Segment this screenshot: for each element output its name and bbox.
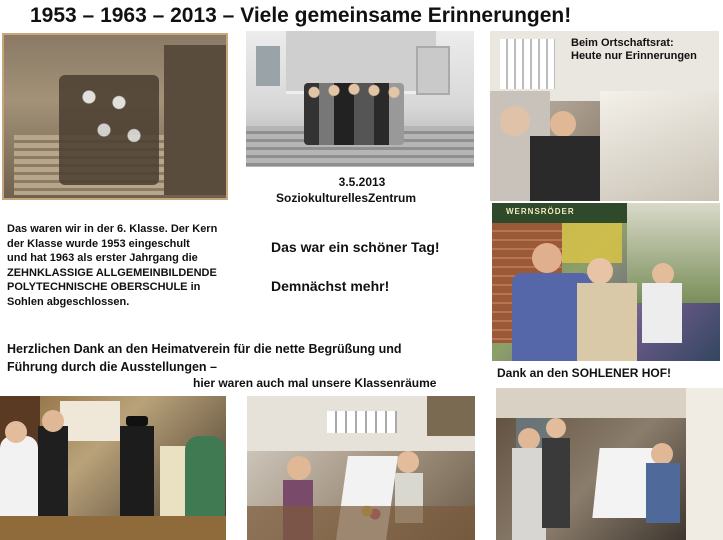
class-photo-1959 <box>2 33 228 200</box>
classroom-exhibition-photo <box>247 396 475 540</box>
group-photo-building <box>246 31 474 167</box>
sohlener-hof-photo <box>492 203 720 361</box>
thanks-line-3: hier waren auch mal unsere Klassenräume <box>193 376 437 390</box>
venue-caption: SoziokulturellesZentrum <box>276 191 417 205</box>
thanks-line-1: Herzlichen Dank an den Heimatverein für die nette Begrüßung und <box>7 342 402 356</box>
hotel-caption: Dank an den SOHLENER HOF! <box>497 366 672 380</box>
date-caption: 3.5.2013 <box>338 175 386 189</box>
restaurant-interior-photo <box>496 388 723 540</box>
ortschaftsrat-caption: Beim Ortschaftsrat: Heute nur Erinnerungen <box>571 37 697 62</box>
page-title: 1953 – 1963 – 2013 – Viele gemeinsame Erinnerungen! <box>30 4 572 27</box>
class-description: Das waren wir in der 6. Klasse. Der Kern der Klasse wurde 1953 eingeschult und hat 1963 als erster Jahrgang die ZEHNKLASSIGE ALLGEMEINBILDENDE POLYTECHNISCHE OBERSCHULE in Sohlen abgeschlossen. <box>7 223 218 308</box>
thanks-line-2: Führung durch die Ausstellungen – <box>7 360 217 374</box>
nice-day-text: Das war ein schöner Tag! <box>271 239 440 255</box>
more-soon-text: Demnächst mehr! <box>271 278 390 294</box>
heimatverein-photo <box>0 396 226 540</box>
restaurant-sign: WERNSRÖDER <box>506 207 575 216</box>
